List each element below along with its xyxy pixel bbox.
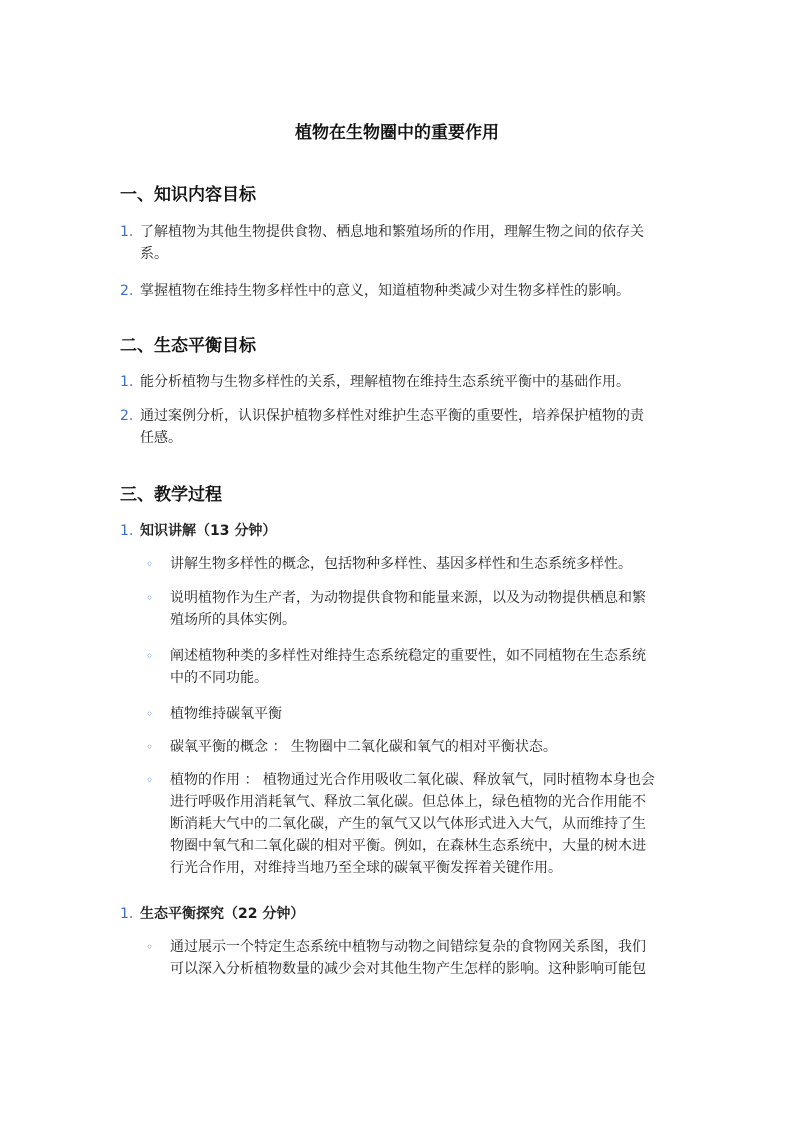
bullet-text-line: 碳氧平衡的概念 ： 生物圈中二氧化碳和氧气的相对平衡状态。 [170, 739, 557, 755]
bullet-text-line: 殖场所的具体实例。 [170, 612, 296, 628]
list-text-line: 了解植物为其他生物提供食物、栖息地和繁殖场所的作用，理解生物之间的依存关 [140, 224, 644, 240]
section-heading-process: 三、教学过程 [120, 485, 222, 505]
bullet-text-line: 讲解生物多样性的概念，包括物种多样性、基因多样性和生态系统多样性。 [170, 556, 632, 572]
list-number: 1. [120, 523, 134, 539]
list-number: 1. [120, 374, 134, 390]
bullet-text-line: 物圈中氧气和二氧化碳的相对平衡。例如，在森林生态系统中，大量的树木进 [170, 838, 646, 854]
list-text-line: 通过案例分析，认识保护植物多样性对维护生态平衡的重要性，培养保护植物的责 [140, 408, 644, 424]
bullet-text-line: 通过展示一个特定生态系统中植物与动物之间错综复杂的食物网关系图，我们 [170, 939, 646, 955]
bullet-icon: ◦ [146, 940, 154, 954]
bullet-icon: ◦ [146, 591, 154, 605]
list-text-line: 掌握植物在维持生物多样性中的意义，知道植物种类减少对生物多样性的影响。 [140, 283, 630, 299]
list-text-line: 任感。 [140, 430, 182, 446]
bullet-icon: ◦ [146, 649, 154, 663]
bullet-icon: ◦ [146, 557, 154, 571]
bullet-text-line: 进行呼吸作用消耗氧气、释放二氧化碳。但总体上，绿色植物的光合作用能不 [170, 794, 646, 810]
section-heading-knowledge: 一、知识内容目标 [120, 185, 256, 205]
bullet-text-line: 可以深入分析植物数量的减少会对其他生物产生怎样的影响。这种影响可能包 [170, 961, 646, 977]
section-heading-ecology: 二、生态平衡目标 [120, 336, 256, 356]
bullet-icon: ◦ [146, 773, 154, 787]
list-text-line: 系。 [140, 246, 168, 262]
list-number: 1. [120, 906, 134, 922]
bullet-text-line: 断消耗大气中的二氧化碳，产生的氧气又以气体形式进入大气，从而维持了生 [170, 816, 646, 832]
list-number: 2. [120, 283, 134, 299]
bullet-icon: ◦ [146, 707, 154, 721]
bullet-text-line: 阐述植物种类的多样性对维持生态系统稳定的重要性，如不同植物在生态系统 [170, 648, 646, 664]
bullet-text-line: 说明植物作为生产者，为动物提供食物和能量来源，以及为动物提供栖息和繁 [170, 590, 646, 606]
bullet-text-line: 植物维持碳氧平衡 [170, 706, 282, 722]
bullet-text-line: 植物的作用 ： 植物通过光合作用吸收二氧化碳、释放氧气，同时植物本身也会 [170, 772, 655, 788]
bullet-text-line: 行光合作用，对维持当地乃至全球的碳氧平衡发挥着关键作用。 [170, 860, 562, 876]
subsection-label: 生态平衡探究（22 分钟） [140, 906, 305, 922]
list-number: 1. [120, 224, 134, 240]
bullet-icon: ◦ [146, 740, 154, 754]
list-text-line: 能分析植物与生物多样性的关系，理解植物在维持生态系统平衡中的基础作用。 [140, 374, 630, 390]
document-title: 植物在生物圈中的重要作用 [295, 123, 499, 143]
subsection-label: 知识讲解（13 分钟） [140, 523, 277, 539]
list-number: 2. [120, 408, 134, 424]
bullet-text-line: 中的不同功能。 [170, 670, 268, 686]
